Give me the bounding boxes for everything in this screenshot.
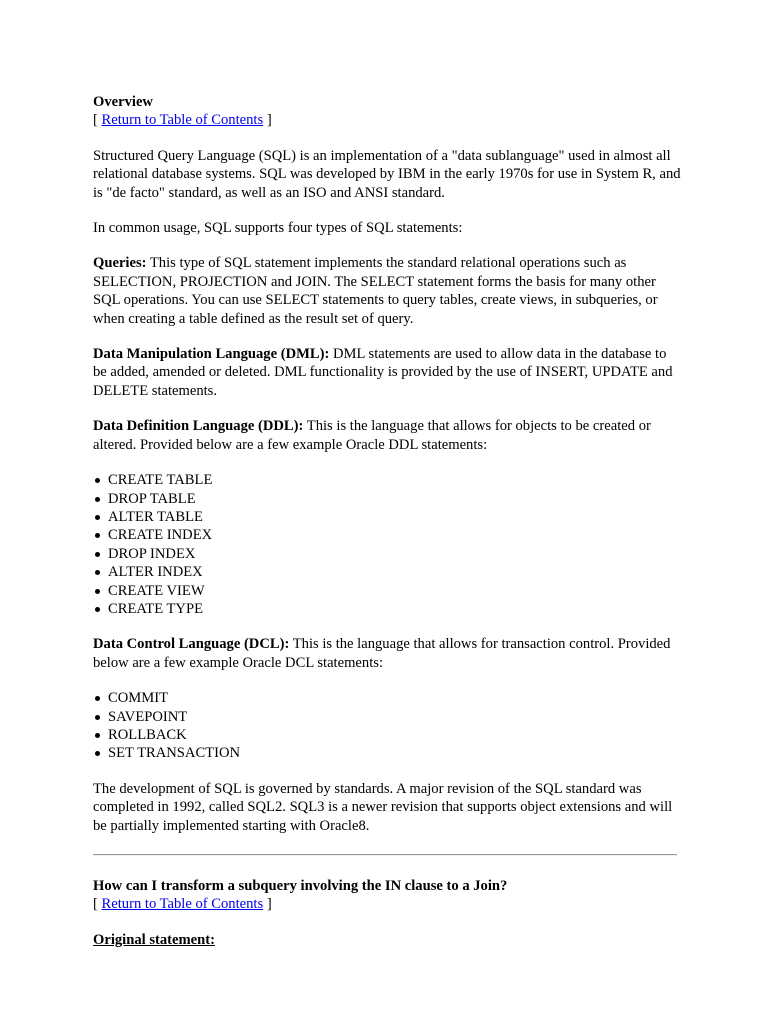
ddl-list [93,471,683,618]
list-item: DROP INDEX [108,545,683,563]
list-item: CREATE INDEX [108,526,683,544]
return-to-toc-link[interactable]: Return to Table of Contents [101,112,264,129]
list-item: SAVEPOINT [108,708,683,726]
list-item: ALTER INDEX [108,563,683,581]
original-statement-label: Original statement: [93,931,215,948]
return-to-toc-link[interactable]: Return to Table of Contents [101,896,264,913]
list-item: DROP TABLE [108,490,683,508]
toc-bracket-open: [ [93,112,102,129]
document-content [93,93,683,949]
toc-bracket-close: ] [263,896,272,913]
subquery-toc-line [93,895,683,913]
list-item: ROLLBACK [108,726,683,744]
standards-paragraph: The development of SQL is governed by standards. A major revision of the SQL standard was completed in 1992, called SQL2. SQL3 is a newer revision that supports object extensions and will be partially implemented starting with Oracle8. [93,780,673,834]
dml-text: DML statements are used to allow data in the database to be added, amended or deleted. DML functionality is provided by the use of INSERT, UPDATE and DELETE statements. [93,346,673,399]
list-item: CREATE VIEW [108,582,683,600]
dml-label: Data Manipulation Language (DML): [93,346,330,363]
toc-bracket-close: ] [263,112,272,129]
dcl-paragraph [93,635,683,672]
ddl-paragraph [93,417,683,454]
subquery-heading: How can I transform a subquery involving the IN clause to a Join? [93,878,508,894]
spacer [93,835,683,854]
overview-heading: Overview [93,94,153,110]
queries-text: This type of SQL statement implements the standard relational operations such as SELECTION, PROJECTION and JOIN. The SELECT statement forms the basis for many other SQL operations. You can use SELECT statements to query tables, create views, in subqueries, or when creating a table defined as the result set of query. [93,255,658,327]
list-item: CREATE TABLE [108,471,683,489]
ddl-label: Data Definition Language (DDL): [93,418,304,435]
list-item: SET TRANSACTION [108,744,683,762]
intro-paragraph: Structured Query Language (SQL) is an implementation of a "data sublanguage" used in almost all relational database systems. SQL was developed by IBM in the early 1970s for use in System R, and is "de facto" standard, as well as an ISO and ANSI standard. [93,147,681,201]
dcl-text: This is the language that allows for transaction control. Provided below are a few example Oracle DCL statements: [93,636,671,671]
queries-label: Queries: [93,255,147,272]
list-item: ALTER TABLE [108,508,683,526]
ddl-text: This is the language that allows for objects to be created or altered. Provided below are a few example Oracle DDL statements: [93,418,651,453]
list-item: COMMIT [108,689,683,707]
toc-bracket-open: [ [93,896,102,913]
usage-paragraph: In common usage, SQL supports four types of SQL statements: [93,220,463,237]
queries-paragraph [93,254,683,328]
dml-paragraph [93,345,683,400]
dcl-label: Data Control Language (DCL): [93,636,290,653]
spacer [93,856,683,877]
list-item: CREATE TYPE [108,600,683,618]
dcl-list [93,689,683,763]
overview-toc-line [93,111,683,129]
